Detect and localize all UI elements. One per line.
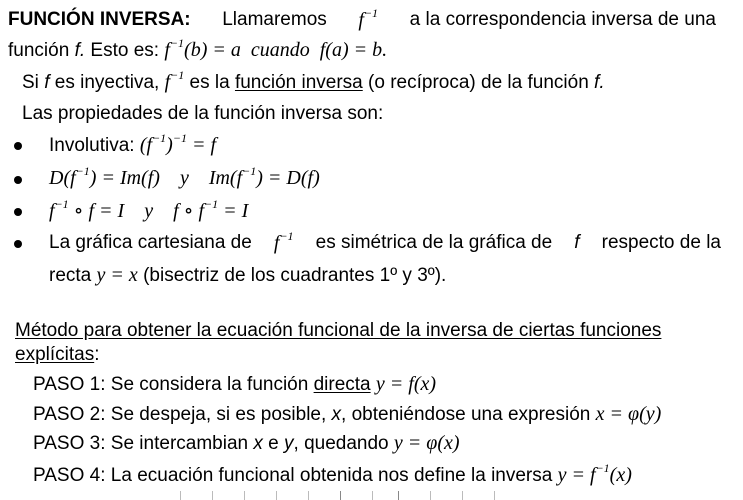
intro-text-2: a la correspondencia inversa de una <box>409 9 716 30</box>
ruler-tick <box>276 491 277 500</box>
formula-domain-image: $D(f^{-1}) = Im(f)$ y $Im(f^{-1}) = D(f)$ <box>49 164 320 189</box>
property-composition <box>49 197 249 223</box>
ruler-tick <box>430 491 431 500</box>
formula-y-f-inverse-x: $y = f^{-1}(x)$ <box>557 461 632 486</box>
formula-x-phi-y: x = φ(y) <box>595 403 662 425</box>
ruler-tick <box>212 491 213 500</box>
formula-f-inverse-3: $f^{-1}$ <box>273 229 294 254</box>
method-title: Método para obtener la ecuación funcional de la inversa de ciertas funciones <box>15 320 662 341</box>
injective-line: Si f es inyectiva, $f^{-1}$ es la función inversa (o recíproca) de la función f. <box>22 68 605 93</box>
formula-y-equals-x: y = x <box>96 264 138 286</box>
method-title-2: explícitas: <box>15 344 100 365</box>
ruler-tick <box>244 491 245 500</box>
bullet-icon <box>14 176 22 184</box>
formula-involutive: $(f^{-1})^{-1} = f$ <box>139 131 217 156</box>
heading-funcion-inversa: FUNCIÓN INVERSA: <box>8 9 191 30</box>
formula-f-inverse-2: $f^{-1}$ <box>164 68 185 93</box>
ruler-tick <box>494 491 495 500</box>
bullet-icon <box>14 142 22 150</box>
ruler-tick <box>372 491 373 500</box>
formula-composition: $f^{-1}$ ∘ f = I y f ∘ $f^{-1} = I$ <box>49 197 249 222</box>
ruler-tick <box>462 491 463 500</box>
intro-text: Llamaremos <box>222 9 327 30</box>
ruler-tick <box>308 491 309 500</box>
step-1: PASO 1: Se considera la función directa y = f(x) <box>33 373 437 395</box>
step-2: PASO 2: Se despeja, si es posible, x, obteniéndose una expresión x = φ(y) <box>33 403 662 425</box>
step-4: PASO 4: La ecuación funcional obtenida nos define la inversa $y = f^{-1}(x)$ <box>33 461 632 486</box>
bullet-icon <box>14 208 22 216</box>
intro-line-2: función f. Esto es: $f^{-1}(b) = a$ cuando f(a) = b. <box>8 36 388 61</box>
formula-y-fx: y = f(x) <box>375 373 437 395</box>
property-graph-line-1: La gráfica cartesiana de $f^{-1}$ es simétrica de la gráfica de f respecto de la <box>49 229 721 254</box>
property-domain-image <box>49 164 320 190</box>
bullet-icon <box>14 240 22 248</box>
property-involutiva: Involutiva: $(f^{-1})^{-1} = f$ <box>49 131 217 156</box>
formula-f-inverse: $f^{-1}$ <box>358 6 379 31</box>
formula-y-phi-x: y = φ(x) <box>393 432 460 454</box>
properties-heading: Las propiedades de la función inversa son: <box>22 103 384 124</box>
formula-inverse-definition: $f^{-1}(b) = a$ cuando f(a) = b. <box>164 36 388 61</box>
step-3: PASO 3: Se intercambian x e y, quedando y = φ(x) <box>33 432 460 454</box>
intro-line-1 <box>8 6 716 31</box>
ruler-tick <box>398 491 399 500</box>
ruler-tick <box>180 491 181 500</box>
ruler-tick <box>340 491 341 500</box>
property-graph-line-2: recta y = x (bisectriz de los cuadrantes 1º y 3º). <box>49 264 447 286</box>
link-funcion-inversa: función inversa <box>234 72 363 93</box>
link-directa: directa <box>313 374 371 395</box>
